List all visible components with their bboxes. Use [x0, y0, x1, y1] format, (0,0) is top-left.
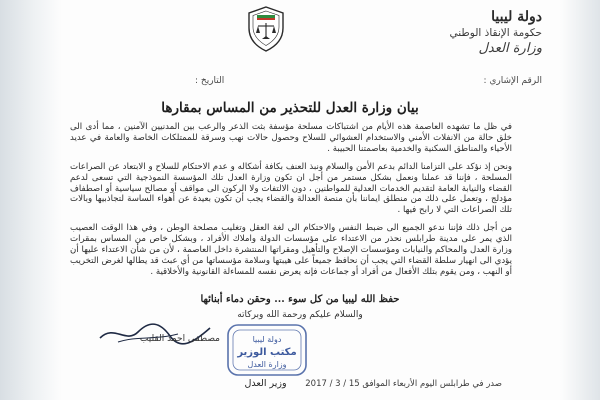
closing-motto: حفظ الله ليبيا من كل سوء ... وحقن دماء أبنائها: [200, 294, 400, 305]
ministry-name: وزارة العدل: [478, 41, 542, 56]
paragraph-2: ونحن إذ نؤكد على التزامنا الدائم بدعم الأمن والسلام ونبذ العنف بكافة أشكاله و عدم الاحتكام للسلاح و الابتعاد عن الصراعات المسلحة ، فإننا قد عملنا ونعمل بشكل مستمر من أجل ان تكون وزارة العدل تلك المؤسسة النموذجية التي تسعى لدعم القضاء والنيابة العامة لتقديم الخدمات العدلية للمواطنين ، دون الالتفات ولا الركون الى مواقف أو مصالح سياسية أو اصطفاف مؤدلج ، وتعمل على ذلك من منطلق ايماننا بأن منصة العدالة والقضاء يجب أن تكون بعيدة عن أهواء الساسة لتجاذبيها وبالات تلك الصراعات التي لا رابح فيها .: [70, 161, 512, 216]
signer-position: وزير العدل: [244, 378, 287, 389]
paragraph-3: من أجل ذلك فإننا ندعو الجميع الى ضبط النفس والاحتكام الى لغة العقل وتغليب مصلحة الوطن ، وفي هذا الوقت العصيب الذي يمر على مدينة طرابلس نحذر من الاعتداء على مؤسسات الدولة واملاك الأفراد ، وبشكل خاص من المساس بمقرات وزارة العدل والمحاكم والنيابات ومؤسسات الإصلاح والتأهيل ومقراتها المنتشرة داخل العاصمة ، لأن من شأن الاعتداء عليها أن يؤدي الى انهيار سلطة القضاء التي يجب أن نحافظ جميعاً على هيبتها وسلامة مؤسساتها من أي عبث قد يطالها لغرض التخريب أو النهب ، ومن يقوم بتلك الأفعال من أفراد أو جماعات فإنه يعرض نفسه للمساءلة القانونية والأخلاقية .: [70, 223, 512, 277]
state-emblem-icon: [246, 6, 286, 52]
reference-number-label: الرقم الإشاري :: [483, 76, 542, 86]
paragraph-1: في ظل ما تشهده العاصمة هذه الأيام من اشتباكات مسلحة مؤسفة بثت الذعر والرعب بين المدنيين الآمنين ، مما أدى الى خلق حالة من الانفلات الأمني والاستخدام العشوائي للسلاح وحصول حالات نهب وسرقة للممتلكات الخاصة والعامة في عديد الأحياء والمناطق السكنية والخدمية بعاصمتنا الحبيبة .: [70, 122, 512, 154]
page-shadow-left: [0, 0, 62, 400]
statement-body: [70, 122, 512, 285]
date-label: التاريخ :: [195, 76, 225, 86]
closing-greeting: والسلام عليكم ورحمة الله وبركاته: [237, 310, 363, 320]
stamp-line-3: وزارة العدل: [247, 360, 287, 369]
country-name: دولة ليبيا: [491, 9, 542, 25]
issue-date-line: صدر في طرابلس اليوم الأربعاء الموافق 15 / 3 / 2017: [305, 379, 502, 389]
statement-title: بيان وزارة العدل للتحذير من المساس بمقارها: [161, 100, 419, 116]
page-shadow-right: [560, 0, 600, 400]
government-name: حكومة الإنقاذ الوطني: [449, 27, 542, 39]
stamp-line-2: مكتب الوزير: [237, 347, 297, 358]
issue-footer: [56, 378, 502, 389]
letterhead: [392, 8, 542, 58]
ministry-stamp-icon: [225, 322, 309, 378]
stamp-line-1: دولة ليبيا: [252, 335, 282, 344]
signer-name: مصطفى احمد القليب: [139, 334, 220, 344]
